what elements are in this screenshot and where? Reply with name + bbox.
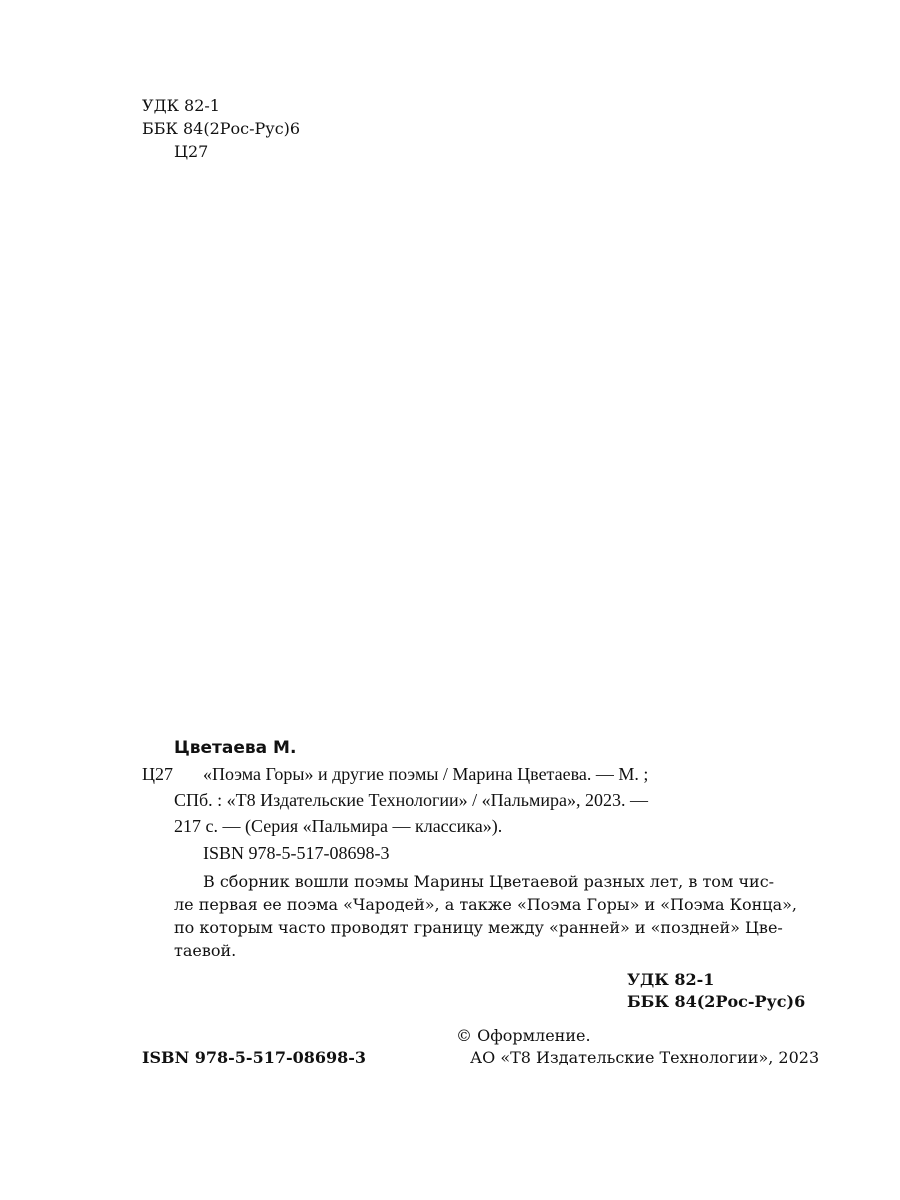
bbk-code-bottom: ББК 84(2Рос-Рус)6: [627, 992, 806, 1011]
record-isbn: ISBN 978-5-517-08698-3: [203, 843, 390, 863]
udk-code-top: УДК 82-1: [142, 96, 220, 115]
bbk-code-top: ББК 84(2Рос-Рус)6: [142, 119, 301, 138]
copyright-line-2: АО «Т8 Издательские Технологии», 2023: [470, 1048, 820, 1067]
udk-code-bottom: УДК 82-1: [627, 970, 715, 989]
bib-line-3: 217 с. — (Серия «Пальмира — классика»).: [174, 816, 503, 836]
footer-isbn: ISBN 978-5-517-08698-3: [142, 1048, 367, 1067]
record-author-code: Ц27: [142, 764, 173, 784]
author-code-top: Ц27: [174, 142, 209, 161]
bib-line-1: «Поэма Горы» и другие поэмы / Марина Цветаева. — М. ;: [203, 764, 649, 784]
description-line-3: по которым часто проводят границу между «ранней» и «поздней» Цве-: [174, 918, 783, 937]
description-line-4: таевой.: [174, 941, 237, 960]
bib-line-2: СПб. : «Т8 Издательские Технологии» / «Пальмира», 2023. —: [174, 790, 648, 810]
copyright-line-1: © Оформление.: [456, 1026, 591, 1045]
description-line-2: ле первая ее поэма «Чародей», а также «Поэма Горы» и «Поэма Конца»,: [174, 895, 797, 914]
author-heading: Цветаева М.: [174, 738, 297, 758]
description-line-1: В сборник вошли поэмы Марины Цветаевой разных лет, в том чис-: [203, 872, 775, 891]
